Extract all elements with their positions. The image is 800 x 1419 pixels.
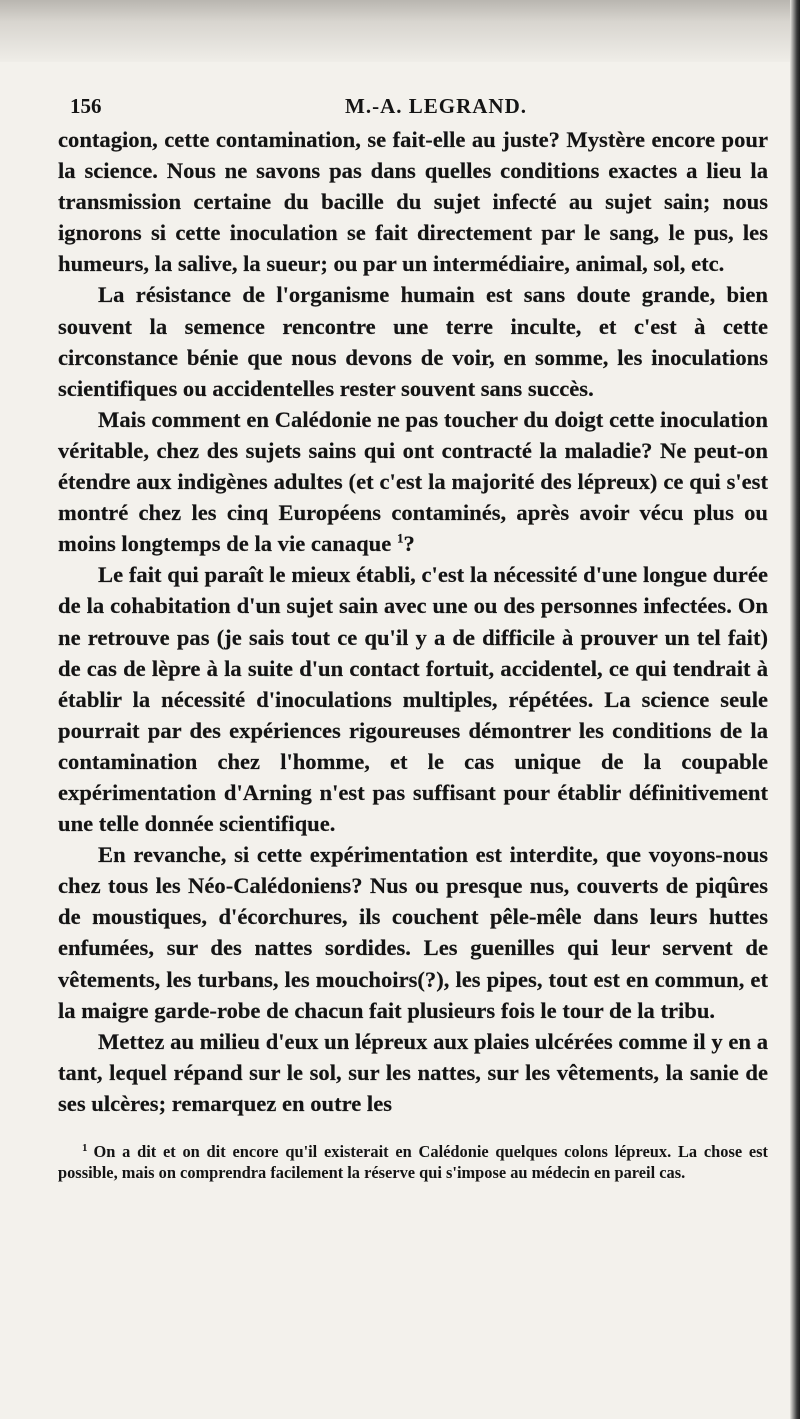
paragraph-3 — [58, 404, 768, 559]
footnote-text: On a dit et on dit encore qu'il existerait en Calédonie quelques colons lépreux. La chose est possible, mais on comprendra facilement la réserve qui s'impose au médecin en pareil cas. — [58, 1142, 768, 1182]
paragraph-3-end: ? — [403, 531, 415, 557]
paragraph-6: Mettez au milieu d'eux un lépreux aux plaies ulcérées comme il y en a tant, lequel répand sur le sol, sur les nattes, sur les vêtements, la sanie de ses ulcères; remarquez en outre les — [58, 1028, 768, 1116]
page-number: 156 — [70, 94, 102, 118]
running-head — [58, 88, 768, 124]
paragraph-3-text: Mais comment en Calédonie ne pas toucher du doigt cette inoculation véritable, chez des sujets sains qui ont contracté la maladie? Ne peut-on étendre aux indigènes adultes (et c'est la majorité des lépreux) ce qui s'est montré chez les cinq Européens contaminés, après avoir vécu plus ou moins longtemps de la vie canaque — [58, 406, 768, 557]
paragraph-1: contagion, cette contamination, se fait-elle au juste? Mystère encore pour la science. Nous ne savons pas dans quelles conditions exactes a lieu la transmission certaine du bacille du sujet infecté au sujet sain; nous ignorons si cette inoculation se fait directement par le sang, le pus, les humeurs, la salive, la sueur; ou par un intermédiaire, animal, sol, etc. — [58, 127, 768, 277]
body-text — [58, 124, 768, 1119]
book-page — [58, 88, 768, 1183]
paragraph-5: En revanche, si cette expérimentation est interdite, que voyons-nous chez tous les Néo-Calédoniens? Nus ou presque nus, couverts de piqûres de moustiques, d'écorchures, ils couchent pêle-mêle dans leurs huttes enfumées, sur des nattes sordides. Les guenilles qui leur servent de vêtements, les turbans, les mouchoirs(?), les pipes, tout est en commun, et la maigre garde-robe de chacun fait plusieurs fois le tour de la tribu. — [58, 842, 768, 1023]
footnote — [58, 1141, 768, 1183]
footnote-mark: 1 — [82, 1141, 88, 1154]
scan-top-shadow — [0, 0, 800, 62]
header-author: M.-A. LEGRAND. — [345, 94, 527, 118]
paragraph-2: La résistance de l'organisme humain est sans doute grande, bien souvent la semence rencontre une terre inculte, et c'est à cette circonstance bénie que nous devons de voir, en somme, les inoculations scientifiques ou accidentelles rester souvent sans succès. — [58, 282, 768, 401]
footnote-reference[interactable]: 1 — [396, 530, 404, 546]
scan-right-edge — [790, 0, 800, 1419]
paragraph-4: Le fait qui paraît le mieux établi, c'est la nécessité d'une longue durée de la cohabitation d'un sujet sain avec une ou des personnes infectées. On ne retrouve pas (je sais tout ce qu'il y a de difficile à prouver un tel fait) de cas de lèpre à la suite d'un contact fortuit, accidentel, ce qui tendrait à établir la nécessité d'inoculations multiples, répétées. La science seule pourrait par des expériences rigoureuses démontrer les conditions de la contamination chez l'homme, et le cas unique de la coupable expérimentation d'Arning n'est pas suffisant pour établir définitivement une telle donnée scientifique. — [58, 562, 768, 837]
